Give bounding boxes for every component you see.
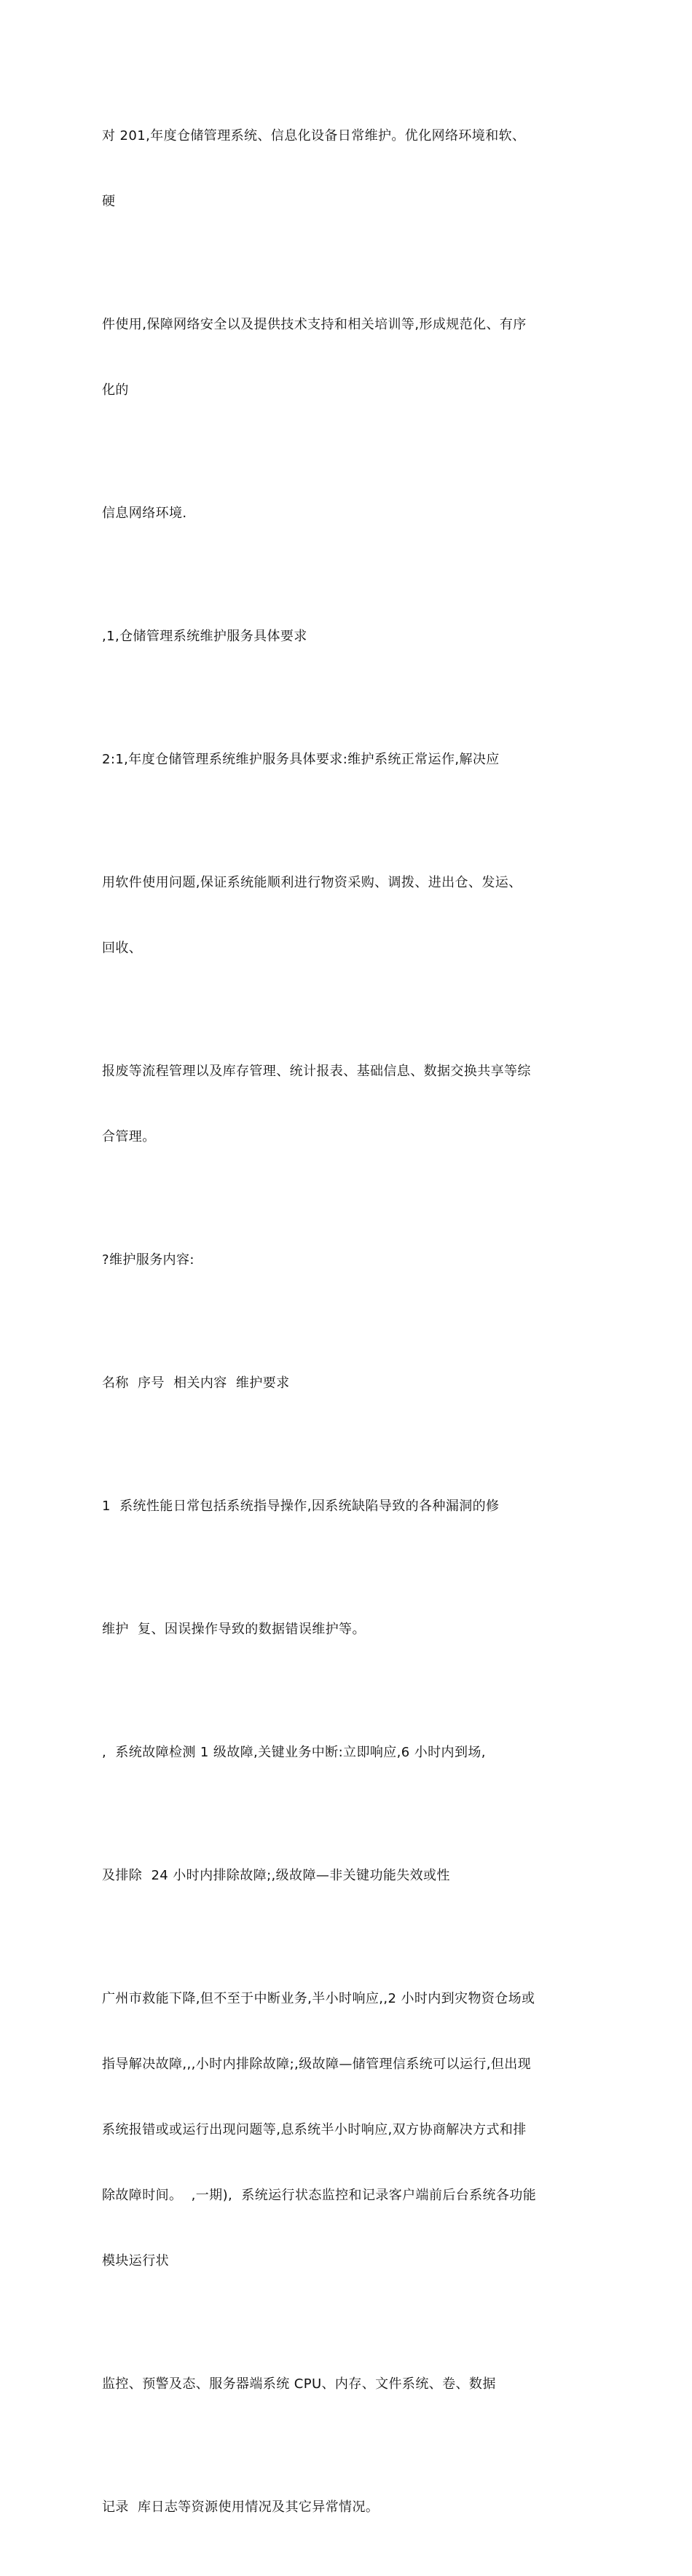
line: 除故障时间。 ,一期), 系统运行状态监控和记录客户端前后台系统各功能 (102, 2188, 537, 2203)
service-content-heading (102, 1206, 597, 1315)
line: 系统报错或或运行出现问题等,息系统半小时响应,双方协商解决方式和排 (102, 2122, 527, 2137)
line: 维护 复、因误操作导致的数据错误维护等。 (102, 1622, 366, 1637)
line: 件使用,保障网络安全以及提供技术支持和相关培训等,形成规范化、有序 (102, 317, 527, 332)
line: 监控、预警及态、服务器端系统 CPU、内存、文件系统、卷、数据 (102, 2376, 496, 2392)
paragraph-16 (102, 2453, 597, 2562)
line: 记录 库日志等资源使用情况及其它异常情况。 (102, 2500, 380, 2515)
line: 及排除 24 小时内排除故障;,级故障—非关键功能失效或性 (102, 1868, 450, 1883)
line: , 系统故障检测 1 级故障,关键业务中断:立即响应,6 小时内到场, (102, 1745, 486, 1760)
line: 对 201,年度仓储管理系统、信息化设备日常维护。优化网络环境和软、 (102, 128, 526, 144)
line: 2:1,年度仓储管理系统维护服务具体要求:维护系统正常运作,解决应 (102, 752, 500, 767)
paragraph-14 (102, 1944, 597, 2316)
line: 指导解决故障,,,小时内排除故障;,级故障—储管理信系统可以运行,但出现 (102, 2057, 532, 2072)
paragraph-7 (102, 1017, 597, 1192)
section-heading (102, 582, 597, 691)
line: 用软件使用问题,保证系统能顺利进行物资采购、调拨、进出仓、发运、 (102, 875, 522, 890)
paragraph-3 (102, 459, 597, 568)
table-header-line (102, 1329, 597, 1438)
line: 1 系统性能日常包括系统指导操作,因系统缺陷导致的各种漏洞的修 (102, 1499, 500, 1514)
line: 硬 (102, 194, 116, 209)
paragraph-1 (102, 82, 597, 256)
paragraph-5 (102, 705, 597, 814)
paragraph-13 (102, 1821, 597, 1931)
paragraph-10 (102, 1452, 597, 1561)
line: ?维护服务内容: (102, 1252, 194, 1268)
line: 回收、 (102, 941, 143, 956)
paragraph-12 (102, 1698, 597, 1807)
paragraph-11 (102, 1575, 597, 1684)
document-body (102, 82, 597, 2576)
line: 模块运行状 (102, 2253, 169, 2269)
line: 广州市救能下降,但不至于中断业务,半小时响应,,2 小时内到灾物资仓场或 (102, 1991, 535, 2006)
line: 合管理。 (102, 1129, 156, 1144)
paragraph-2 (102, 270, 597, 445)
line: 名称 序号 相关内容 维护要求 (102, 1375, 290, 1391)
paragraph-6 (102, 828, 597, 1003)
line: ,1,仓储管理系统维护服务具体要求 (102, 629, 307, 644)
line: 信息网络环境. (102, 506, 187, 521)
paragraph-15 (102, 2330, 597, 2439)
line: 化的 (102, 382, 129, 398)
line: 报废等流程管理以及库存管理、统计报表、基础信息、数据交换共享等综 (102, 1064, 531, 1079)
